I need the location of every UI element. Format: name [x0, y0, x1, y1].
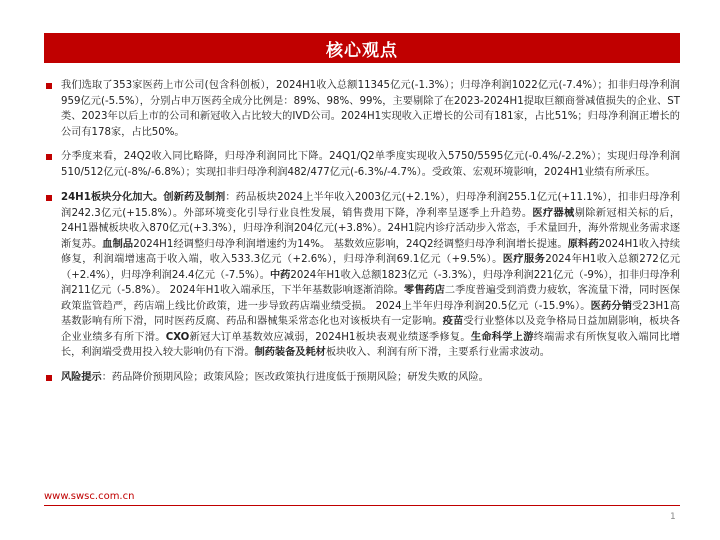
sector-label-medical-services: 医疗服务 — [502, 254, 546, 265]
sector-label-pharma-equipment: 制药装备及耗材 — [254, 347, 326, 358]
sector-text: 受行业整体以及竞争格局日益加剧影响，板块各企业业绩多有所下滑。 — [61, 316, 681, 343]
sector-label-api: 原料药 — [567, 238, 599, 250]
sector-label-blood-products: 血制品 — [102, 238, 134, 250]
risk-text: ：药品降价预期风险；政策风险；医改政策执行进度低于预期风险；研发失败的风险。 — [101, 371, 489, 383]
sector-label-life-science: 生命科学上游 — [470, 331, 534, 343]
paragraph-text: 分季度来看，24Q2收入同比略降，归母净利润同比下降。24Q1/Q2单季度实现收入5750/5595亿元(-0.4%/-2.2%）；实现归母净利润510/512亿元(-8%/-6.8%）；实现扣非归母净利润482/477亿元(-6.3%/-4.7%）。受政策、宏观环境影响，2024H1业绩有所承压。 — [61, 151, 680, 178]
sector-text: 新冠大订单基数效应减弱，2024H1板块表观业绩逐季修复。 — [189, 331, 471, 343]
footer-divider — [44, 505, 680, 506]
sector-text: 2024年H1收入总额272亿元（+2.4%），归母净利润24.4亿元（-7.5%）。 — [61, 254, 681, 281]
bullet-square-icon — [46, 195, 52, 201]
risk-label: 风险提示 — [61, 371, 102, 383]
sector-text: 终端需求有所恢复收入端同比增长，利润端受费用投入较大影响仍有下滑。 — [61, 331, 681, 358]
page-title: 核心观点 — [326, 40, 398, 61]
sector-label-innovative-drugs: 创新药及制剂 — [163, 192, 226, 203]
sector-text: 二季度普遍受到消费力疲软，客流量下滑，同时医保政策监管趋严，药店端上线比价政策，进一步导致药店端业绩受损。 2024上半年归母净利润20.5亿元（-15.9%）。 — [61, 285, 680, 312]
paragraph-lead: 24H1板块分化加大。 — [61, 192, 164, 203]
page-number: 1 — [670, 512, 676, 522]
paragraph-quarterly — [44, 149, 680, 180]
bullet-square-icon — [46, 83, 52, 89]
content-body — [44, 78, 680, 385]
paragraph-overview — [44, 78, 680, 140]
sector-text: 受23H1高基数影响有所下滑，同时医药反腐、药品和器械集采常态化也对该板块有一定影响。 — [61, 300, 680, 327]
sector-text: 2024H1经调整归母净利润增速约为14%。 基数效应影响，24Q2经调整归母净利润增长提速。 — [133, 238, 568, 250]
bullet-square-icon — [46, 154, 52, 160]
sector-label-retail-pharmacy: 零售药店 — [403, 285, 445, 296]
paragraph-risk — [44, 370, 680, 386]
sector-label-cxo: CXO — [165, 331, 190, 343]
sector-label-vaccines: 疫苗 — [442, 316, 464, 327]
footer-url[interactable]: www.swsc.com.cn — [44, 491, 135, 502]
paragraph-text: 我们选取了353家医药上市公司(包含科创板），2024H1收入总额11345亿元(-1.3%）；归母净利润1022亿元(-7.4%）；扣非归母净利润959亿元(-5.5%），分别占申万医药全成分比例是：89%、98%、99%，主要剔除了在2023-2024H1提取巨额商誉减值损失的企业、ST类、2023年以后上市的公司和新冠收入占比较大的IVD公司。2024H1实现收入正增长的公司有181家，占比51%；归母净利润正增长的公司有178家，占比50%。 — [61, 80, 680, 138]
sector-label-distribution: 医药分销 — [590, 300, 633, 312]
sector-text: ：药品板块2024上半年收入2003亿元(+2.1%），归母净利润255.1亿元(+11.1%），扣非归母净利润242.3亿元(+15.8%）。外部环境变化引导行业良性发展，销售费用下降，净利率呈逐季上升趋势。 — [61, 192, 681, 219]
sector-text: 剔除新冠相关标的后，24H1器械板块收入870亿元(+3.3%），归母净利润204亿元(+3.8%）。24H1院内诊疗活动步入常态，手术量回升，海外常规业务需求逐渐复苏。 — [61, 207, 681, 250]
sector-text: 2024年H1收入总额1823亿元（-3.3%），归母净利润221亿元（-9%），扣非归母净利润211亿元（-5.8%）。 2024年H1收入端承压，下半年基数影响逐渐消除。 — [61, 269, 680, 296]
title-bar — [44, 33, 680, 63]
sector-text: 2024H1收入持续修复，利润端增速高于收入端，收入533.3亿元（+2.6%），归母净利润69.1亿元（+9.5%）。 — [61, 238, 681, 265]
sector-label-tcm: 中药 — [269, 269, 291, 281]
bullet-square-icon — [46, 375, 52, 381]
sector-label-medical-devices: 医疗器械 — [532, 207, 575, 219]
sector-text: 板块收入、利润有所下滑，主要系行业需求波动。 — [325, 347, 550, 358]
paragraph-sectors — [44, 190, 680, 361]
